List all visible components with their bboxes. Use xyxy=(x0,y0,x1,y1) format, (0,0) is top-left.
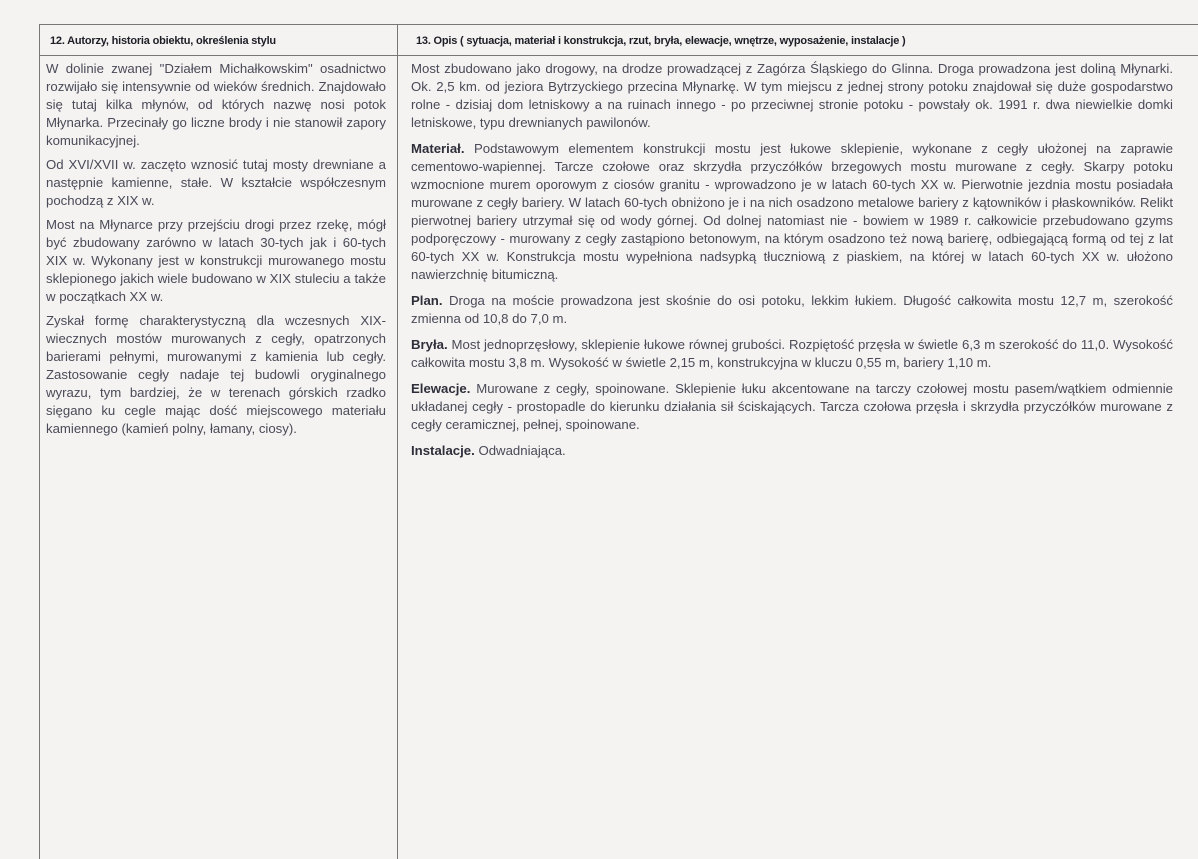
body-text: Most jednoprzęsłowy, sklepienie łukowe równej grubości. Rozpiętość przęsła w świetle 6,3 m szerokość do 11,0. Wysokość całkowita mostu 3,8 m. Wysokość w świetle 2,15 m, konstrukcyjna w kluczu 0,55 m, bariery 1,10 m. xyxy=(411,337,1173,370)
description-installations xyxy=(411,442,1173,460)
description-column xyxy=(411,60,1173,468)
body-label: Bryła. xyxy=(411,337,448,352)
history-paragraph: Od XVI/XVII w. zaczęto wznosić tutaj mosty drewniane a następnie kamienne, stałe. W kształcie współczesnym pochodzą z XIX w. xyxy=(46,157,386,208)
history-paragraph: W dolinie zwanej "Działem Michałkowskim" osadnictwo rozwijało się intensywnie od wieków średnich. Znajdowało się tutaj kilka młynów, od których nazwę nosi potok Młynarka. Przecinały go liczne brody i nie stanowił zapory komunikacyjnej. xyxy=(46,61,386,148)
plan-text: Droga na moście prowadzona jest skośnie do osi potoku, lekkim łukiem. Długość całkowita mostu 12,7 m, szerokość zmienna od 10,8 do 7,0 m. xyxy=(411,293,1173,326)
section-12-title: 12. Autorzy, historia obiektu, określenia stylu xyxy=(50,35,276,47)
elevations-text: Murowane z cegły, spoinowane. Sklepienie łuku akcentowane na tarczy czołowej mostu pasem/wątkiem odmiennie układanej cegły - prostopadle do kierunku działania sił ściskających. Tarcza czołowa przęsła i skrzydła przyczółków murowane z cegły ceramicznej, pełnej, spoinowane. xyxy=(411,381,1174,432)
elevations-label: Elewacje. xyxy=(411,381,471,396)
material-text: Podstawowym elementem konstrukcji mostu jest łukowe sklepienie, wykonane z cegły ułożonej na zaprawie cementowo-wapiennej. Tarcze czołowe oraz skrzydła przyczółków brzegowych mostu murowane z cegły. Skarpy potoku wzmocnione murem oporowym z ciosów granitu - wprowadzono je w latach 60-tych XX w. Pierwotnie jezdnia mostu posiadała murowane z cegły bariery. W latach 60-tych obniżono je i na nich osadzono metalowe bariery z kątowników i płaskowników. Relikt pierwotnej bariery utrzymał się od wody górnej. Od dolnej natomiast nie - bowiem w 1989 r. całkowicie przebudowano gzyms podporęczowy - murowany z cegły zastąpiono betonowym, na którym osadzono też nową barierę, odbiegającą formą od tej z lat 60-tych XX w. Konstrukcja mostu wypełniona nadsypką tłuczniową z piaskiem, na której w latach 60-tych XX w. ułożono nawierzchnię bitumiczną. xyxy=(411,141,1173,282)
material-label: Materiał. xyxy=(411,141,465,156)
plan-label: Plan. xyxy=(411,293,443,308)
installations-text: Odwadniająca. xyxy=(478,443,566,458)
description-intro: Most zbudowano jako drogowy, na drodze prowadzącej z Zagórza Śląskiego do Glinna. Droga prowadzona jest doliną Młynarki. Ok. 2,5 km. od jeziora Bytrzyckiego przecina Młynarkę. W tym miejscu z jednej strony potoku znajdował się duże gospodarstwo rolne - dzisiaj dom letniskowy a na ruinach innego - po przeciwnej stronie potoku - powstały ok. 1991 r. dwa niewielkie domki letniskowe, typu drewnianych pawilonów. xyxy=(411,61,1173,130)
description-body xyxy=(411,336,1173,372)
description-material xyxy=(411,140,1173,284)
history-paragraph: Most na Młynarce przy przejściu drogi przez rzekę, mógł być zbudowany zarówno w latach 30-tych jak i 60-tych XIX w. Wykonany jest w konstrukcji murowanego mostu sklepionego jakich wiele budowano w XIX stuleciu a także w początkach XX w. xyxy=(46,217,386,304)
column-divider xyxy=(397,24,398,859)
history-column xyxy=(46,60,386,444)
description-plan xyxy=(411,292,1173,328)
header-divider xyxy=(39,55,1198,56)
history-paragraph: Zyskał formę charakterystyczną dla wczesnych XIX-wiecznych mostów murowanych z cegły, opatrzonych barierami pełnymi, murowanymi z kamienia lub cegły. Zastosowanie cegły nadaje tej budowli oryginalnego wyrazu, tym bardziej, że w terenach górskich rzadko sięgano ku cegle mając dość miejscowego materiału kamiennego (kamień polny, łamany, ciosy). xyxy=(46,313,386,436)
section-13-title: 13. Opis ( sytuacja, materiał i konstrukcja, rzut, bryła, elewacje, wnętrze, wyposażenie, instalacje ) xyxy=(416,35,906,47)
installations-label: Instalacje. xyxy=(411,443,475,458)
description-elevations xyxy=(411,380,1173,434)
